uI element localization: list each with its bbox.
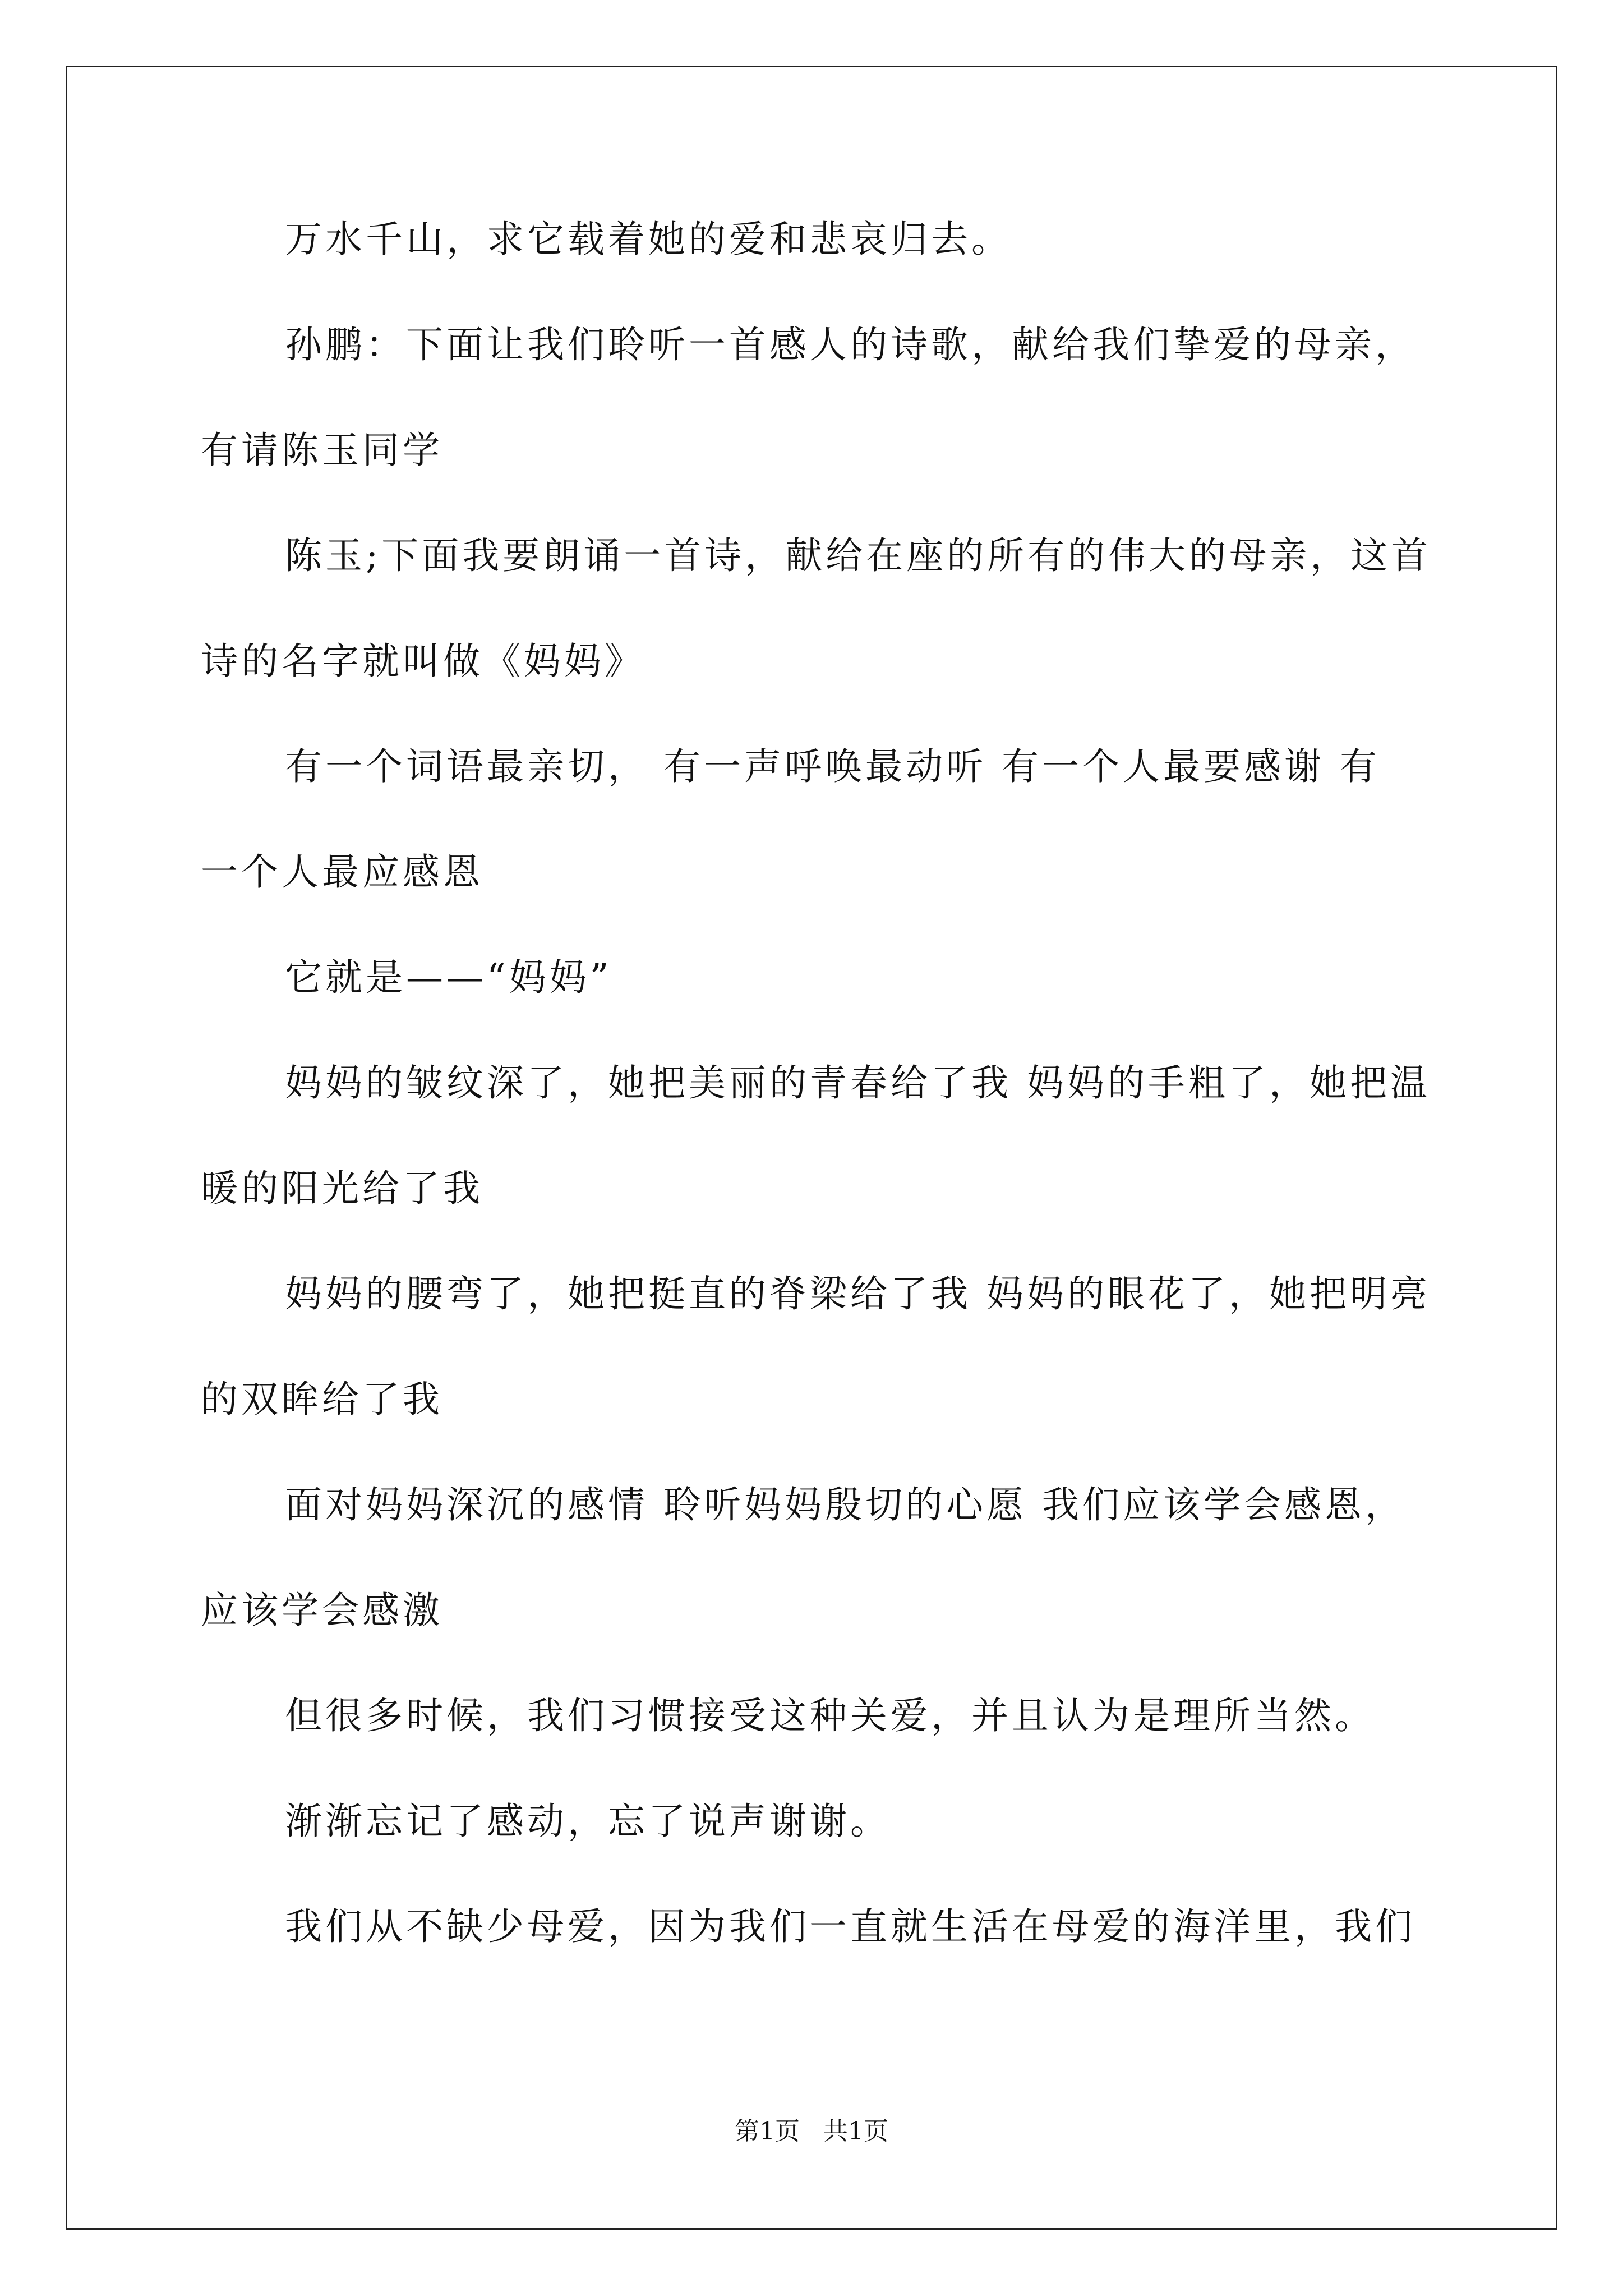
text-line: 妈妈的皱纹深了，她把美丽的青春给了我 妈妈的手粗了，她把温	[285, 1061, 1431, 1105]
page-number: 第1页 共1页	[735, 2117, 888, 2146]
text-line: 一个人最应感恩	[201, 850, 483, 894]
text-line: 孙鹏：下面让我们聆听一首感人的诗歌，献给我们挚爱的母亲，	[285, 323, 1415, 366]
text-line: 诗的名字就叫做《妈妈》	[201, 639, 645, 683]
text-line: 但很多时候，我们习惯接受这种关爱，并且认为是理所当然。	[285, 1694, 1375, 1737]
text-line: 的双眸给了我	[201, 1378, 443, 1421]
text-line: 我们从不缺少母爱，因为我们一直就生活在母爱的海洋里，我们	[285, 1905, 1415, 1948]
text-line: 妈妈的腰弯了，她把挺直的脊梁给了我 妈妈的眼花了，她把明亮	[285, 1272, 1431, 1315]
text-line: 应该学会感激	[201, 1589, 443, 1632]
text-line: 有一个词语最亲切， 有一声呼唤最动听 有一个人最要感谢 有	[285, 745, 1380, 788]
text-line: 面对妈妈深沉的感情 聆听妈妈殷切的心愿 我们应该学会感恩，	[285, 1483, 1405, 1526]
text-line: 渐渐忘记了感动，忘了说声谢谢。	[285, 1800, 891, 1843]
text-line: 它就是——“妈妈”	[285, 956, 612, 999]
text-line: 万水千山，求它载着她的爱和悲哀归去。	[285, 218, 1012, 261]
text-line: 陈玉;下面我要朗诵一首诗，献给在座的所有的伟大的母亲，这首	[285, 534, 1432, 577]
text-line: 暖的阳光给了我	[201, 1167, 483, 1210]
text-line: 有请陈玉同学	[201, 429, 443, 472]
